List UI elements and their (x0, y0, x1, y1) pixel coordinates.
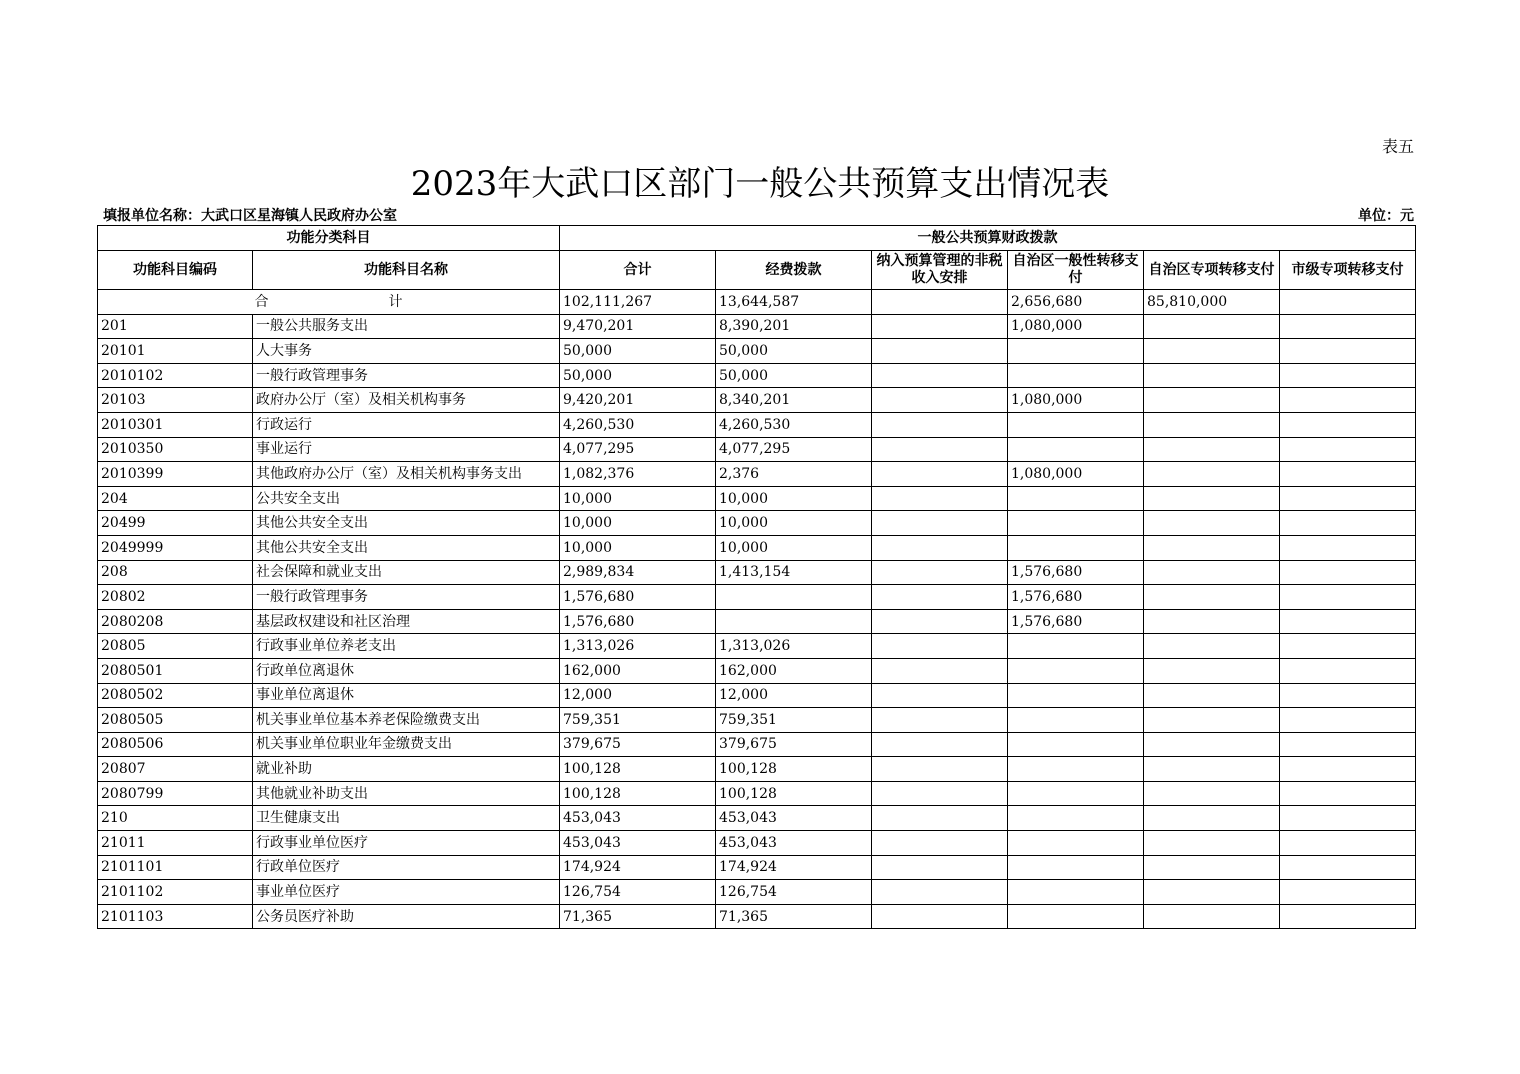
row-nontax (872, 757, 1008, 782)
row-name: 公务员医疗补助 (253, 904, 560, 929)
row-name: 事业运行 (253, 437, 560, 462)
row-region-general (1008, 486, 1144, 511)
row-name: 机关事业单位基本养老保险缴费支出 (253, 708, 560, 733)
row-nontax (872, 806, 1008, 831)
table-row (98, 880, 1416, 905)
row-region-general (1008, 437, 1144, 462)
row-region-special (1144, 585, 1280, 610)
row-nontax (872, 437, 1008, 462)
row-total: 379,675 (560, 732, 716, 757)
row-code: 2049999 (98, 535, 253, 560)
row-total: 1,576,680 (560, 609, 716, 634)
header-region-general: 自治区一般性转移支付 (1008, 251, 1144, 290)
row-region-special (1144, 462, 1280, 487)
row-city-special (1280, 880, 1416, 905)
row-nontax (872, 904, 1008, 929)
row-code: 2080505 (98, 708, 253, 733)
row-nontax (872, 708, 1008, 733)
header-group-left: 功能分类科目 (98, 226, 560, 251)
header-group-right: 一般公共预算财政拨款 (560, 226, 1416, 251)
row-funding: 453,043 (716, 806, 872, 831)
row-name: 行政单位离退休 (253, 658, 560, 683)
row-nontax (872, 831, 1008, 856)
row-name: 卫生健康支出 (253, 806, 560, 831)
row-code: 20103 (98, 388, 253, 413)
table-row (98, 486, 1416, 511)
row-funding: 1,313,026 (716, 634, 872, 659)
row-region-special (1144, 757, 1280, 782)
row-name: 行政事业单位医疗 (253, 831, 560, 856)
row-funding: 50,000 (716, 339, 872, 364)
row-nontax (872, 732, 1008, 757)
row-code: 20807 (98, 757, 253, 782)
row-nontax (872, 339, 1008, 364)
table-row (98, 855, 1416, 880)
row-nontax (872, 585, 1008, 610)
table-row (98, 634, 1416, 659)
header-code: 功能科目编码 (98, 251, 253, 290)
row-total: 10,000 (560, 486, 716, 511)
row-region-special (1144, 634, 1280, 659)
row-region-general (1008, 363, 1144, 388)
total-funding: 13,644,587 (716, 290, 872, 315)
row-city-special (1280, 757, 1416, 782)
row-code: 2010102 (98, 363, 253, 388)
row-name: 事业单位离退休 (253, 683, 560, 708)
row-funding: 8,390,201 (716, 314, 872, 339)
row-funding: 1,413,154 (716, 560, 872, 585)
row-region-special (1144, 880, 1280, 905)
row-region-special (1144, 535, 1280, 560)
row-funding: 100,128 (716, 781, 872, 806)
row-total: 10,000 (560, 511, 716, 536)
row-region-general (1008, 904, 1144, 929)
row-code: 2101101 (98, 855, 253, 880)
row-funding: 2,376 (716, 462, 872, 487)
row-region-special (1144, 363, 1280, 388)
row-city-special (1280, 363, 1416, 388)
row-code: 2080506 (98, 732, 253, 757)
row-total: 162,000 (560, 658, 716, 683)
table-row (98, 732, 1416, 757)
row-city-special (1280, 437, 1416, 462)
row-city-special (1280, 560, 1416, 585)
row-region-general (1008, 831, 1144, 856)
row-total: 50,000 (560, 339, 716, 364)
row-city-special (1280, 634, 1416, 659)
table-row (98, 708, 1416, 733)
row-city-special (1280, 462, 1416, 487)
row-funding (716, 585, 872, 610)
row-city-special (1280, 781, 1416, 806)
row-region-general (1008, 511, 1144, 536)
reporting-unit: 填报单位名称：大武口区星海镇人民政府办公室 (103, 208, 397, 224)
row-region-general (1008, 781, 1144, 806)
header-funding: 经费拨款 (716, 251, 872, 290)
header-nontax: 纳入预算管理的非税收入安排 (872, 251, 1008, 290)
table-row (98, 904, 1416, 929)
row-code: 20101 (98, 339, 253, 364)
row-name: 行政事业单位养老支出 (253, 634, 560, 659)
row-region-general (1008, 535, 1144, 560)
table-row (98, 609, 1416, 634)
row-region-special (1144, 658, 1280, 683)
currency-unit: 单位：元 (1358, 208, 1414, 224)
row-code: 2080799 (98, 781, 253, 806)
row-region-general: 1,080,000 (1008, 314, 1144, 339)
row-city-special (1280, 535, 1416, 560)
row-code: 208 (98, 560, 253, 585)
row-region-general (1008, 708, 1144, 733)
row-city-special (1280, 855, 1416, 880)
row-funding: 10,000 (716, 535, 872, 560)
table-row (98, 781, 1416, 806)
row-city-special (1280, 609, 1416, 634)
row-region-general (1008, 880, 1144, 905)
row-nontax (872, 634, 1008, 659)
total-total: 102,111,267 (560, 290, 716, 315)
row-code: 210 (98, 806, 253, 831)
row-city-special (1280, 904, 1416, 929)
row-code: 201 (98, 314, 253, 339)
row-funding: 759,351 (716, 708, 872, 733)
row-code: 2080502 (98, 683, 253, 708)
row-total: 2,989,834 (560, 560, 716, 585)
row-name: 社会保障和就业支出 (253, 560, 560, 585)
table-row (98, 388, 1416, 413)
row-region-special (1144, 437, 1280, 462)
header-region-special: 自治区专项转移支付 (1144, 251, 1280, 290)
row-city-special (1280, 658, 1416, 683)
row-total: 100,128 (560, 757, 716, 782)
table-row (98, 560, 1416, 585)
total-region-special: 85,810,000 (1144, 290, 1280, 315)
row-funding: 379,675 (716, 732, 872, 757)
row-nontax (872, 388, 1008, 413)
row-name: 行政单位医疗 (253, 855, 560, 880)
row-region-special (1144, 855, 1280, 880)
row-region-general: 1,576,680 (1008, 560, 1144, 585)
row-total: 453,043 (560, 831, 716, 856)
row-funding: 10,000 (716, 511, 872, 536)
row-nontax (872, 683, 1008, 708)
row-city-special (1280, 511, 1416, 536)
row-nontax (872, 412, 1008, 437)
row-code: 2010399 (98, 462, 253, 487)
row-nontax (872, 560, 1008, 585)
row-name: 其他公共安全支出 (253, 511, 560, 536)
row-funding: 162,000 (716, 658, 872, 683)
row-name: 一般行政管理事务 (253, 585, 560, 610)
row-region-general (1008, 855, 1144, 880)
row-total: 10,000 (560, 535, 716, 560)
total-label (98, 290, 560, 315)
table-row (98, 437, 1416, 462)
row-total: 1,313,026 (560, 634, 716, 659)
row-nontax (872, 511, 1008, 536)
total-label-a: 合 (254, 293, 269, 310)
header-row (98, 251, 1416, 290)
table-row (98, 339, 1416, 364)
row-region-general (1008, 757, 1144, 782)
row-name: 政府办公厅（室）及相关机构事务 (253, 388, 560, 413)
table-row (98, 314, 1416, 339)
row-city-special (1280, 806, 1416, 831)
row-region-general (1008, 412, 1144, 437)
row-funding: 126,754 (716, 880, 872, 905)
row-nontax (872, 658, 1008, 683)
header-total: 合计 (560, 251, 716, 290)
row-region-general: 1,080,000 (1008, 462, 1144, 487)
table-row (98, 412, 1416, 437)
row-total: 9,420,201 (560, 388, 716, 413)
row-region-general (1008, 806, 1144, 831)
row-name: 就业补助 (253, 757, 560, 782)
row-region-special (1144, 732, 1280, 757)
row-nontax (872, 880, 1008, 905)
row-total: 9,470,201 (560, 314, 716, 339)
row-funding: 10,000 (716, 486, 872, 511)
row-region-general (1008, 683, 1144, 708)
row-funding: 8,340,201 (716, 388, 872, 413)
row-funding (716, 609, 872, 634)
row-name: 机关事业单位职业年金缴费支出 (253, 732, 560, 757)
row-region-general: 1,576,680 (1008, 609, 1144, 634)
row-nontax (872, 781, 1008, 806)
row-code: 2010350 (98, 437, 253, 462)
row-total: 759,351 (560, 708, 716, 733)
total-city-special (1280, 290, 1416, 315)
total-nontax (872, 290, 1008, 315)
row-name: 一般公共服务支出 (253, 314, 560, 339)
row-total: 12,000 (560, 683, 716, 708)
row-total: 174,924 (560, 855, 716, 880)
total-row (98, 290, 1416, 315)
table-row (98, 535, 1416, 560)
row-total: 126,754 (560, 880, 716, 905)
row-funding: 71,365 (716, 904, 872, 929)
row-city-special (1280, 732, 1416, 757)
row-name: 行政运行 (253, 412, 560, 437)
row-code: 2010301 (98, 412, 253, 437)
row-code: 2080208 (98, 609, 253, 634)
row-name: 基层政权建设和社区治理 (253, 609, 560, 634)
table-row (98, 658, 1416, 683)
row-city-special (1280, 412, 1416, 437)
row-funding: 174,924 (716, 855, 872, 880)
row-nontax (872, 855, 1008, 880)
row-code: 21011 (98, 831, 253, 856)
table-row (98, 806, 1416, 831)
row-city-special (1280, 708, 1416, 733)
row-region-general (1008, 339, 1144, 364)
row-nontax (872, 609, 1008, 634)
row-city-special (1280, 486, 1416, 511)
row-region-general (1008, 634, 1144, 659)
row-region-special (1144, 683, 1280, 708)
row-name: 公共安全支出 (253, 486, 560, 511)
row-region-special (1144, 339, 1280, 364)
row-total: 453,043 (560, 806, 716, 831)
row-total: 1,576,680 (560, 585, 716, 610)
header-group-row (98, 226, 1416, 251)
row-funding: 453,043 (716, 831, 872, 856)
row-funding: 4,260,530 (716, 412, 872, 437)
row-region-special (1144, 412, 1280, 437)
row-name: 人大事务 (253, 339, 560, 364)
page-title: 2023年大武口区部门一般公共预算支出情况表 (410, 164, 1110, 204)
row-nontax (872, 462, 1008, 487)
row-name: 其他公共安全支出 (253, 535, 560, 560)
total-region-general: 2,656,680 (1008, 290, 1144, 315)
table-row (98, 462, 1416, 487)
row-funding: 50,000 (716, 363, 872, 388)
row-funding: 12,000 (716, 683, 872, 708)
row-total: 71,365 (560, 904, 716, 929)
row-nontax (872, 363, 1008, 388)
row-region-special (1144, 314, 1280, 339)
row-name: 其他政府办公厅（室）及相关机构事务支出 (253, 462, 560, 487)
row-region-special (1144, 511, 1280, 536)
row-nontax (872, 486, 1008, 511)
row-funding: 100,128 (716, 757, 872, 782)
row-city-special (1280, 314, 1416, 339)
row-region-special (1144, 388, 1280, 413)
row-city-special (1280, 683, 1416, 708)
row-code: 20802 (98, 585, 253, 610)
row-city-special (1280, 388, 1416, 413)
row-total: 4,077,295 (560, 437, 716, 462)
row-code: 20805 (98, 634, 253, 659)
row-total: 1,082,376 (560, 462, 716, 487)
row-region-special (1144, 781, 1280, 806)
row-region-general (1008, 732, 1144, 757)
table-row (98, 363, 1416, 388)
header-city-special: 市级专项转移支付 (1280, 251, 1416, 290)
row-region-special (1144, 904, 1280, 929)
row-city-special (1280, 831, 1416, 856)
row-total: 100,128 (560, 781, 716, 806)
row-region-special (1144, 831, 1280, 856)
row-region-special (1144, 609, 1280, 634)
row-total: 4,260,530 (560, 412, 716, 437)
row-region-general: 1,080,000 (1008, 388, 1144, 413)
row-name: 其他就业补助支出 (253, 781, 560, 806)
row-code: 20499 (98, 511, 253, 536)
table-tag: 表五 (1381, 137, 1414, 156)
row-name: 一般行政管理事务 (253, 363, 560, 388)
row-nontax (872, 535, 1008, 560)
row-nontax (872, 314, 1008, 339)
row-code: 2101102 (98, 880, 253, 905)
row-funding: 4,077,295 (716, 437, 872, 462)
row-region-special (1144, 560, 1280, 585)
row-code: 204 (98, 486, 253, 511)
table-row (98, 757, 1416, 782)
row-code: 2080501 (98, 658, 253, 683)
row-region-general (1008, 658, 1144, 683)
row-city-special (1280, 585, 1416, 610)
table-row (98, 831, 1416, 856)
row-name: 事业单位医疗 (253, 880, 560, 905)
table-row (98, 511, 1416, 536)
row-region-special (1144, 806, 1280, 831)
row-region-special (1144, 708, 1280, 733)
table-row (98, 585, 1416, 610)
row-region-general: 1,576,680 (1008, 585, 1144, 610)
row-city-special (1280, 339, 1416, 364)
header-name: 功能科目名称 (253, 251, 560, 290)
row-code: 2101103 (98, 904, 253, 929)
row-total: 50,000 (560, 363, 716, 388)
table-row (98, 683, 1416, 708)
budget-table (97, 225, 1416, 929)
row-region-special (1144, 486, 1280, 511)
total-label-b: 计 (388, 293, 403, 310)
